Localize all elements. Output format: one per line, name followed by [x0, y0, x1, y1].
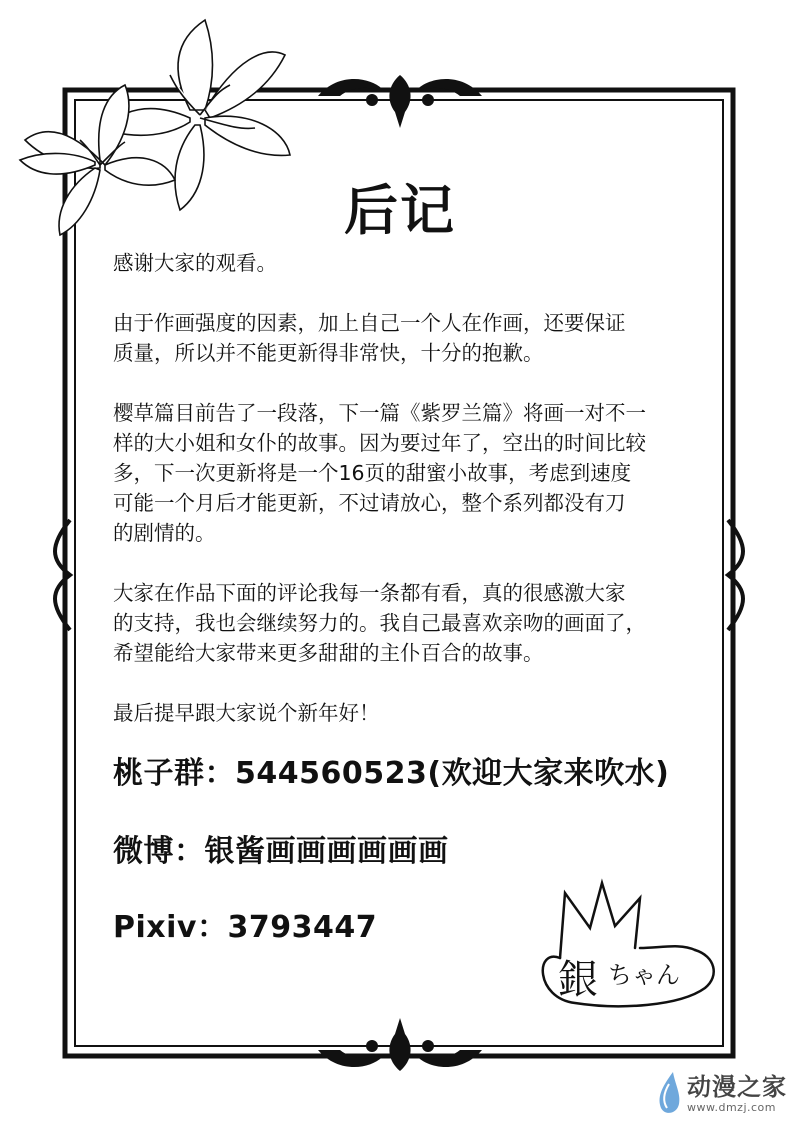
- site-watermark: [655, 1070, 787, 1116]
- paragraph-apology: 由于作画强度的因素，加上自己一个人在作画，还要保证 质量，所以并不能更新得非常快，十分的抱歉。: [113, 311, 626, 365]
- weibo-contact: 微博：银酱画画画画画画: [113, 834, 449, 869]
- watermark-url: www.dmzj.com: [687, 1100, 776, 1114]
- artist-signature: [530, 878, 730, 1018]
- top-ornament-icon: [318, 75, 482, 128]
- paragraph-comments: 大家在作品下面的评论我每一条都有看，真的很感激大家 的支持，我也会继续努力的。我自己最喜欢亲吻的画面了， 希望能给大家带来更多甜甜的主仆百合的故事。: [113, 581, 646, 665]
- watermark-name: 动漫之家: [687, 1072, 787, 1101]
- paragraph-next-story: 樱草篇目前告了一段落，下一篇《紫罗兰篇》将画一对不一 样的大小姐和女仆的故事。因为要过年了，空出的时间比较 多，下一次更新将是一个16页的甜蜜小故事，考虑到速度 可能一个月后才能更新，不过请放心，整个系列都没有刀 的剧情的。: [113, 401, 646, 545]
- water-drop-logo-icon: [655, 1070, 683, 1116]
- signature-kanji: 銀: [558, 957, 598, 1003]
- paragraph-thanks: 感谢大家的观看。: [113, 251, 277, 275]
- watermark-text: [687, 1073, 787, 1114]
- afterword-body: [113, 248, 713, 728]
- page-title: 后记: [344, 179, 456, 242]
- bottom-ornament-icon: [318, 1018, 482, 1071]
- pixiv-contact: Pixiv：3793447: [113, 910, 378, 945]
- qq-group-contact: 桃子群：544560523(欢迎大家来吹水): [113, 756, 670, 791]
- paragraph-new-year: 最后提早跟大家说个新年好！: [113, 701, 380, 725]
- signature-kana: ちゃん: [608, 961, 680, 989]
